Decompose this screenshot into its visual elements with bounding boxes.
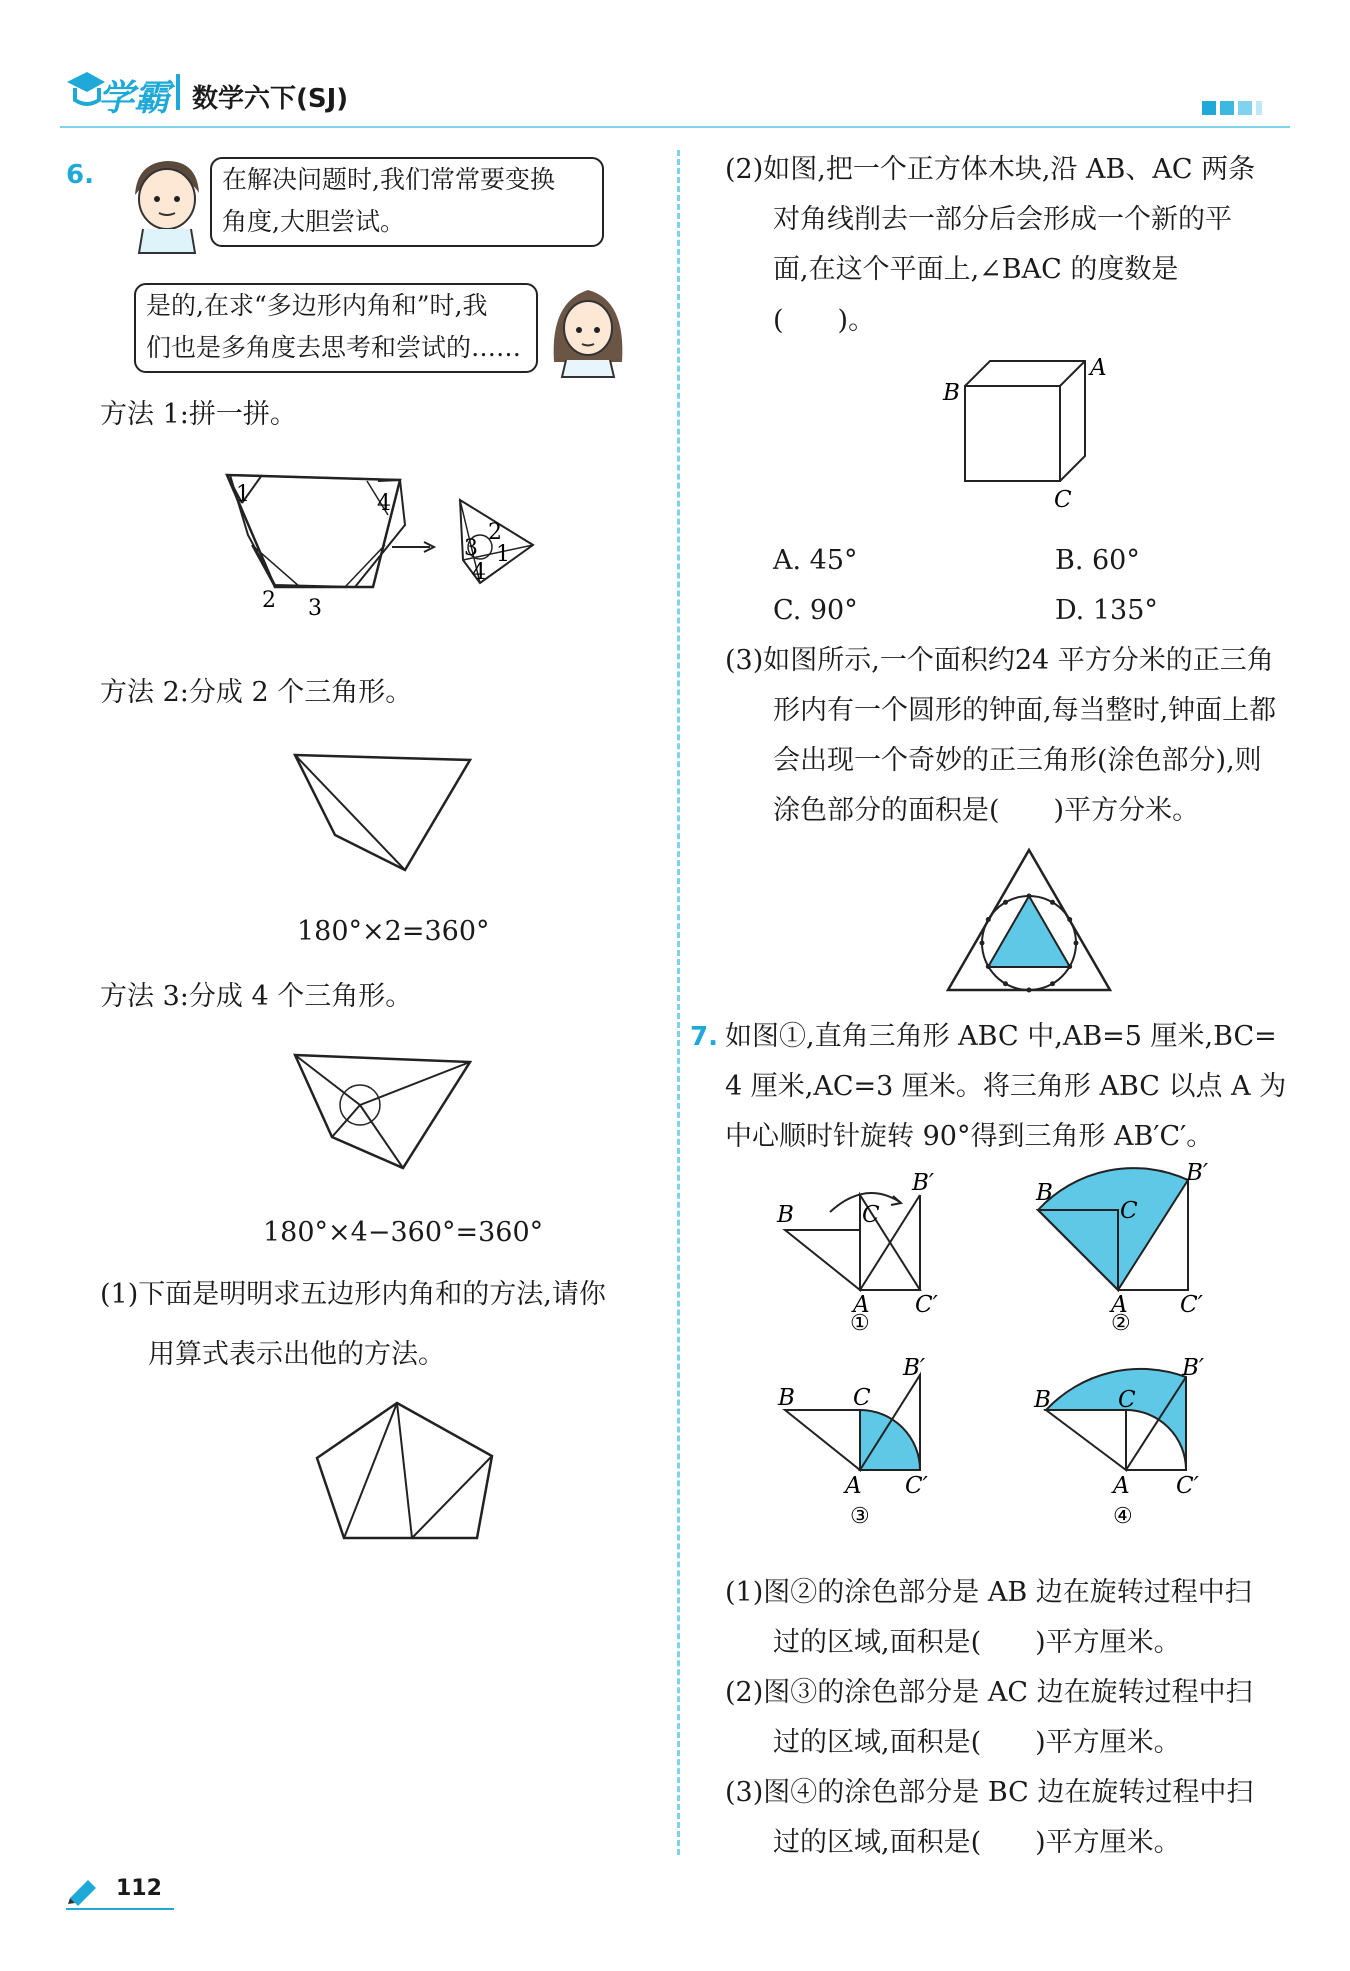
method2-diagonal [295, 755, 405, 870]
fig3-label: B′ [903, 1355, 926, 1381]
fig2-label: C [1120, 1198, 1138, 1224]
fig2-label: C′ [1180, 1292, 1203, 1318]
q7-sub3-line-2: 过的区域,面积是( )平方厘米。 [773, 1827, 1181, 1858]
method-1-heading: 方法 1:拼一拼。 [100, 399, 297, 430]
rotation-figure-2 [1028, 1160, 1228, 1336]
p2-line-2: 对角线削去一部分后会形成一个新的平 [773, 204, 1232, 235]
q7-line-1: 如图①,直角三角形 ABC 中,AB=5 厘米,BC= [725, 1021, 1277, 1052]
fig2-label: B [1036, 1180, 1053, 1206]
boy-bubble-line-2: 角度,大胆尝试。 [222, 207, 405, 236]
method1-label: 1 [496, 542, 510, 567]
p2-line-3: 面,在这个平面上,∠BAC 的度数是 [773, 254, 1179, 285]
fig4-label: C [1118, 1387, 1136, 1413]
fig2-label: B′ [1186, 1160, 1209, 1186]
fig3-number: ③ [850, 1504, 870, 1529]
rotation-figure-1 [775, 1170, 975, 1336]
fig2-number: ② [1111, 1311, 1131, 1336]
fig1-label: B [777, 1202, 794, 1228]
q7-sub1-line-1: (1)图②的涂色部分是 AB 边在旋转过程中扫 [725, 1577, 1252, 1608]
sub-question-1-line-1: (1)下面是明明求五边形内角和的方法,请你 [100, 1279, 606, 1310]
pentagon-figure [312, 1398, 507, 1548]
option-d: D. 135° [1055, 595, 1158, 626]
q7-sub3-line-1: (3)图④的涂色部分是 BC 边在旋转过程中扫 [725, 1777, 1254, 1808]
p3-line-1: (3)如图所示,一个面积约24 平方分米的正三角 [725, 645, 1274, 676]
q7-line-3: 中心顺时针旋转 90°得到三角形 AB′C′。 [725, 1121, 1214, 1152]
q7-sub2-line-1: (2)图③的涂色部分是 AC 边在旋转过程中扫 [725, 1677, 1253, 1708]
method1-label: 2 [262, 588, 276, 613]
method2-quadrilateral [290, 750, 480, 880]
p3-line-2: 形内有一个圆形的钟面,每当整时,钟面上都 [773, 695, 1277, 726]
q7-line-2: 4 厘米,AC=3 厘米。将三角形 ABC 以点 A 为 [725, 1071, 1287, 1102]
fig3-label: A [845, 1473, 862, 1499]
method1-label: 3 [464, 536, 478, 561]
girl-bubble-line-2: 们也是多角度去思考和尝试的…… [146, 333, 522, 362]
option-b: B. 60° [1055, 545, 1140, 576]
boy-bubble-line-1: 在解决问题时,我们常常要变换 [222, 165, 555, 194]
method-2-heading: 方法 2:分成 2 个三角形。 [100, 677, 413, 708]
fig4-label: B [1034, 1387, 1051, 1413]
boy-icon [125, 155, 215, 255]
footer-rule [66, 1908, 174, 1910]
fig1-label: B′ [912, 1170, 935, 1196]
cube-label: A [1090, 355, 1107, 381]
method1-label: 1 [236, 482, 250, 507]
fig1-label: C [862, 1202, 880, 1228]
girl-speech-bubble [134, 283, 538, 373]
page-number: 112 [116, 1876, 162, 1901]
method1-label: 3 [308, 596, 322, 621]
pencil-icon [66, 1874, 102, 1904]
question-7-number: 7. [690, 1022, 718, 1052]
method3-quadrilateral [290, 1050, 480, 1180]
p3-line-3: 会出现一个奇妙的正三角形(涂色部分),则 [773, 745, 1262, 776]
method-3-heading: 方法 3:分成 4 个三角形。 [100, 981, 413, 1012]
option-c: C. 90° [773, 595, 858, 626]
fig3-label: B [778, 1385, 795, 1411]
fig1-label: A [853, 1292, 870, 1318]
rotation-figure-4 [1028, 1355, 1228, 1529]
method-2-formula: 180°×2=360° [297, 916, 490, 947]
girl-bubble-line-1: 是的,在求“多边形内角和”时,我 [146, 291, 488, 320]
clock-triangle-figure [945, 845, 1115, 995]
page-footer [66, 1870, 186, 1920]
p3-line-4: 涂色部分的面积是( )平方分米。 [773, 795, 1200, 826]
fig1-number: ① [850, 1311, 870, 1336]
fig4-number: ④ [1113, 1504, 1133, 1529]
option-a: A. 45° [773, 545, 858, 576]
fig4-label: A [1113, 1473, 1130, 1499]
boy-speech-bubble [210, 157, 604, 247]
question-6-number: 6. [66, 160, 94, 190]
brand-logo: 学霸 [98, 78, 171, 119]
column-divider [677, 150, 680, 1855]
method1-label: 2 [488, 520, 502, 545]
method1-figure [220, 465, 580, 625]
fig1-label: C′ [915, 1292, 938, 1318]
p2-line-1: (2)如图,把一个正方体木块,沿 AB、AC 两条 [725, 154, 1256, 185]
fig2-label: A [1111, 1292, 1128, 1318]
cube-label: C [1054, 487, 1072, 513]
header-rule [60, 126, 1290, 128]
method1-label: 4 [377, 491, 391, 516]
girl-icon [548, 282, 628, 377]
method-3-formula: 180°×4−360°=360° [263, 1217, 544, 1248]
fig4-label: C′ [1176, 1473, 1199, 1499]
fig3-label: C [853, 1385, 871, 1411]
brand-separator [176, 74, 180, 110]
method1-label: 4 [472, 560, 486, 585]
q7-sub1-line-2: 过的区域,面积是( )平方厘米。 [773, 1627, 1181, 1658]
fig4-label: B′ [1182, 1355, 1205, 1381]
book-title: 数学六下(SJ) [192, 84, 349, 114]
cube-figure [940, 355, 1107, 516]
rotation-figure-3 [775, 1355, 975, 1529]
q7-sub2-line-2: 过的区域,面积是( )平方厘米。 [773, 1727, 1181, 1758]
header-decor [1202, 100, 1262, 119]
p2-answer-blank: ( )。 [773, 305, 876, 336]
fig3-label: C′ [905, 1473, 928, 1499]
cube-label: B [943, 380, 960, 406]
page-header [60, 60, 1290, 130]
sub-question-1-line-2: 用算式表示出他的方法。 [148, 1339, 445, 1370]
